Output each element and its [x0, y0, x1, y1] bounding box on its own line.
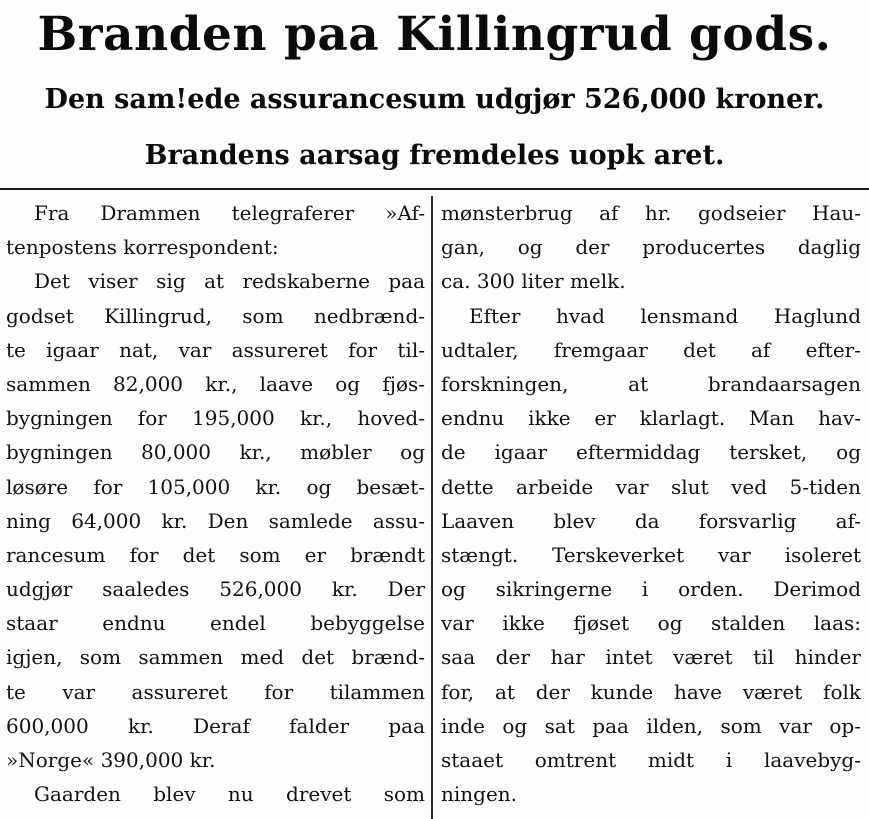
- text-line: udtaler, fremgaar det af efter-: [441, 337, 861, 362]
- article-subheadline-1: Den sam!ede assurancesum udgjør 526,000 kroner.: [44, 84, 825, 115]
- text-line: Gaarden blev nu drevet som: [34, 782, 425, 807]
- text-line: Fra Drammen telegraferer »Af-: [34, 201, 425, 225]
- text-line: rancesum for det som er brændt: [6, 542, 425, 567]
- text-line: løsøre for 105,000 kr. og besæt-: [6, 474, 425, 499]
- text-line: mønsterbrug af hr. godseier Hau-: [441, 201, 861, 225]
- text-line: endnu ikke er klarlagt. Man hav-: [441, 406, 861, 431]
- text-line: dette arbeide var slut ved 5-tiden: [441, 474, 861, 499]
- text-line: godset Killingrud, som nedbrænd-: [6, 303, 425, 328]
- article-headline: Branden paa Killingrud gods.: [37, 7, 832, 62]
- text-line: bygningen for 195,000 kr., hoved-: [6, 406, 425, 431]
- article-subheadline-2: Brandens aarsag fremdeles uopk aret.: [144, 140, 725, 171]
- text-line: udgjør saaledes 526,000 kr. Der: [6, 577, 425, 602]
- text-line: Efter hvad lensmand Haglund: [469, 303, 861, 328]
- text-line: sammen 82,000 kr., laave og fjøs-: [6, 371, 425, 396]
- text-line: ningen.: [441, 782, 518, 807]
- text-line: 600,000 kr. Deraf falder paa: [6, 713, 425, 738]
- text-line: igjen, som sammen med det brænd-: [6, 645, 425, 670]
- column-divider: [431, 196, 433, 819]
- text-line: Det viser sig at redskaberne paa: [34, 269, 425, 294]
- text-line: de igaar eftermiddag tersket, og: [441, 440, 861, 465]
- text-line: bygningen 80,000 kr., møbler og: [6, 440, 425, 465]
- text-line: »Norge« 390,000 kr.: [6, 748, 216, 772]
- text-line: Laaven blev da forsvarlig af-: [441, 508, 861, 533]
- text-line: gan, og der producertes daglig: [441, 235, 861, 260]
- text-line: var ikke fjøset og stalden laas:: [441, 611, 861, 636]
- text-line: for, at der kunde have været folk: [441, 679, 861, 704]
- text-line: og sikringerne i orden. Derimod: [441, 577, 861, 602]
- text-line: forskningen, at brandaarsagen: [441, 371, 861, 396]
- text-line: staaet omtrent midt i laavebyg-: [441, 748, 861, 772]
- text-line: ca. 300 liter melk.: [441, 269, 626, 294]
- article-column-right: [441, 196, 861, 811]
- article-column-left: [6, 196, 425, 811]
- text-line: stængt. Terskeverket var isoleret: [441, 542, 861, 567]
- header-rule: [0, 188, 869, 190]
- text-line: tenpostens korrespondent:: [6, 235, 279, 260]
- text-line: te var assureret for tilammen: [6, 679, 425, 704]
- text-line: te igaar nat, var assureret for til-: [6, 337, 425, 362]
- text-line: inde og sat paa ilden, som var op-: [441, 713, 861, 738]
- text-line: saa der har intet været til hinder: [441, 645, 861, 670]
- text-line: ning 64,000 kr. Den samlede assu-: [6, 508, 425, 533]
- text-line: staar endnu endel bebyggelse: [6, 611, 425, 636]
